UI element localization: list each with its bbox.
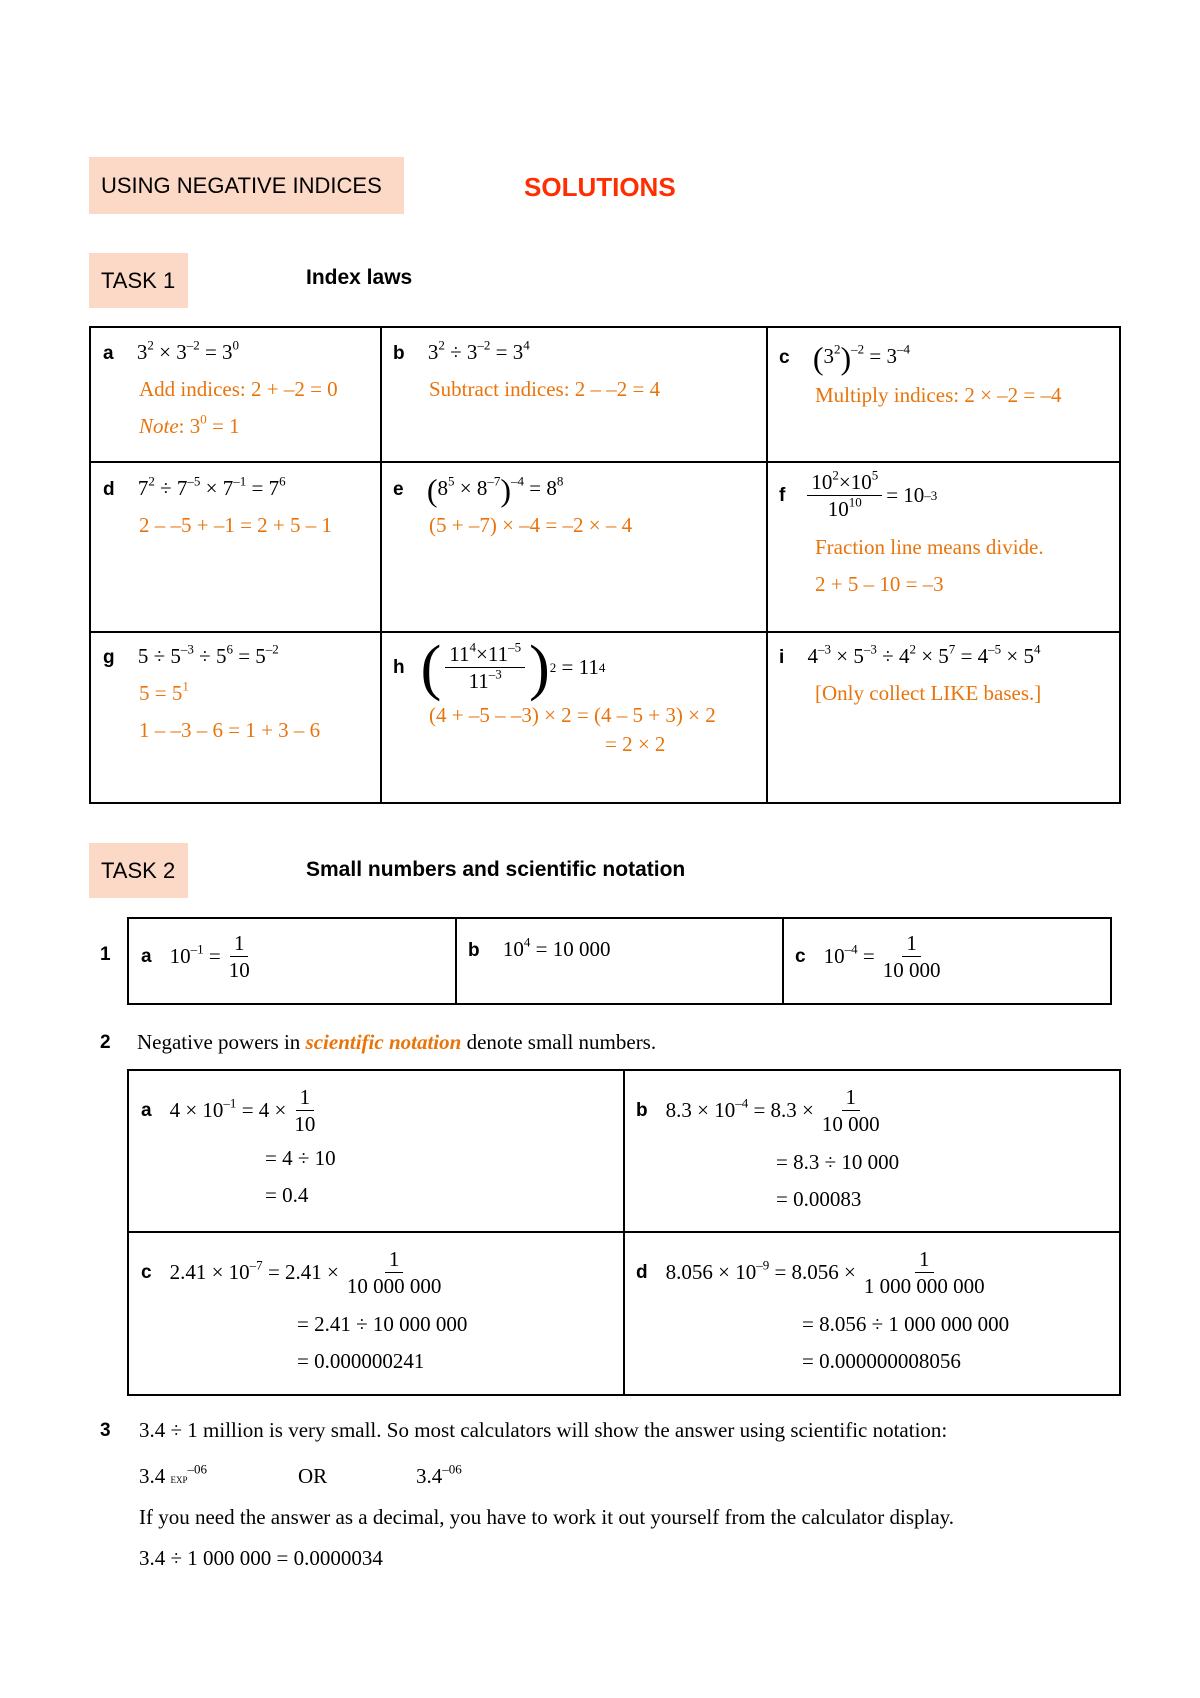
topic-title: USING NEGATIVE INDICES — [101, 172, 382, 198]
cell-e-working: (5 + –7) × –4 = –2 × – 4 — [429, 513, 633, 537]
cell-a-note: Note: $3^0 = 1$ — [139, 411, 240, 438]
cell-c-working: Multiply indices: 2 × –2 = –4 — [815, 383, 1062, 407]
task1-cell-a: a $3^2 \times 3^{-2} = 3^0$ Add indices: 2 + –2 = 0 Note: $3^0 = 1$ — [103, 337, 338, 438]
q2-b-step-2: = 0.00083 — [776, 1187, 862, 1212]
q3-or: OR — [298, 1464, 328, 1488]
task1-cell-h: h ( $\frac{11^4\times 11^{-5}}{11^{-3}}$ ) 2 = 11 4 (4 + –5 – –3) × 2 = (4 – 5 + 3) × 2 = 2 × 2 — [393, 633, 716, 757]
task2-label-text: TASK 2 — [101, 857, 176, 883]
cell-a-working: Add indices: 2 + –2 = 0 — [139, 377, 338, 401]
cell-letter: i — [779, 647, 785, 668]
cell-f-working-2: 2 + 5 – 10 = –3 — [815, 572, 944, 597]
cell-g-working-1: $5 = 5^1$ — [139, 678, 189, 705]
q2-number: 2 — [100, 1032, 111, 1053]
task1-label — [89, 253, 188, 308]
task1-title: Index laws — [306, 266, 413, 289]
q3-line-4: 3.4 ÷ 1 000 000 = 0.0000034 — [139, 1546, 383, 1570]
task1-cell-c: c $(3^2)^{-2} = 3^{-4}$ Multiply indices: 2 × –2 = –4 — [779, 340, 1062, 407]
q1-cell-b: b $10^4 = 10$ 000 — [468, 934, 611, 961]
cell-letter: a — [141, 945, 152, 967]
task1-label-text: TASK 1 — [101, 267, 176, 293]
cell-letter: e — [393, 479, 404, 500]
task2-title: Small numbers and scientific notation — [306, 858, 686, 881]
cell-letter: h — [393, 656, 405, 678]
q2-c-step-1: = 2.41 ÷ 10 000 000 — [297, 1312, 468, 1337]
task1-cell-d: d $7^2 \div 7^{-5} \times 7^{-1} = 7^6$ 2 – –5 + –1 = 2 + 5 – 1 — [103, 473, 333, 537]
q1-number: 1 — [100, 944, 111, 965]
q2-d-step-2: = 0.000000008056 — [802, 1349, 961, 1374]
task1-cell-g: g $5 \div 5^{-3} \div 5^6 = 5^{-2}$ $5 = 5^1$ 1 – –3 – 6 = 1 + 3 – 6 — [103, 641, 321, 742]
task1-cell-e: e $(8^5 \times 8^{-7})^{-4} = 8^8$ (5 + –7) × –4 = –2 × – 4 — [393, 472, 633, 537]
q3-number: 3 — [100, 1420, 111, 1441]
cell-d-working: 2 – –5 + –1 = 2 + 5 – 1 — [139, 513, 333, 537]
q2-a-step-1: = 4 ÷ 10 — [265, 1146, 336, 1171]
cell-letter: c — [795, 945, 806, 967]
cell-letter: f — [779, 484, 786, 506]
task2-label — [89, 843, 188, 898]
cell-letter: g — [103, 647, 115, 668]
q2-cell-d: d $8.056 \times 10^{-9} = 8.056$ × $\frac{1}{1 000 000 000}$ = 8.056 ÷ 1 000 000 000 = 0.000000008056 — [636, 1247, 1010, 1374]
q1-cell-a: a $10^{-1}$ = $\frac{1}{10}$ — [141, 931, 250, 983]
q2-c-step-2: = 0.000000241 — [297, 1349, 425, 1374]
q2-cell-c: c $2.41 \times 10^{-7} = 2.41$ × $\frac{1}{10 000 000}$ = 2.41 ÷ 10 000 000 = 0.000000241 — [141, 1247, 468, 1374]
cell-letter: a — [103, 343, 114, 364]
cell-h-working-1: (4 + –5 – –3) × 2 = (4 – 5 + 3) × 2 — [429, 703, 716, 728]
q2-d-step-1: = 8.056 ÷ 1 000 000 000 — [802, 1312, 1010, 1337]
cell-letter: a — [141, 1099, 152, 1121]
cell-g-working-2: 1 – –3 – 6 = 1 + 3 – 6 — [139, 718, 321, 742]
cell-letter: d — [636, 1261, 648, 1283]
cell-letter: d — [103, 479, 115, 500]
topic-banner — [89, 157, 404, 214]
cell-h-working-2: = 2 × 2 — [605, 732, 666, 757]
task1-cell-i: i $4^{-3} \times 5^{-3} \div 4^2 \times 5^7 = 4^{-5} \times 5^4$ [Only collect LIKE bases.] — [779, 641, 1042, 705]
task1-cell-b: b $3^2 \div 3^{-2} = 3^4$ Subtract indices: 2 – –2 = 4 — [393, 337, 661, 401]
cell-b-working: Subtract indices: 2 – –2 = 4 — [429, 377, 661, 401]
q2-a-step-2: = 0.4 — [265, 1183, 309, 1208]
cell-letter: c — [779, 347, 790, 368]
cell-i-working: [Only collect LIKE bases.] — [815, 681, 1042, 705]
cell-f-working-1: Fraction line means divide. — [815, 535, 1044, 560]
q2-cell-a: a $4 \times 10^{-1} = 4$ × $\frac{1}{10}$ = 4 ÷ 10 = 0.4 — [141, 1085, 336, 1208]
cell-letter: b — [393, 343, 405, 364]
q1-grid — [127, 917, 1112, 1005]
q3-display-1: 3.4 $EXP^{-06}$ — [139, 1461, 208, 1488]
task1-cell-f: f $\frac{10^2\times 10^5}{10^{10}}$ = 10 –3 Fraction line means divide. 2 + 5 – 10 = –3 — [779, 467, 1044, 597]
q3-line-1: 3.4 ÷ 1 million is very small. So most calculators will show the answer using scientific notation: — [139, 1418, 948, 1442]
cell-letter: b — [636, 1099, 648, 1121]
q2-grid — [127, 1069, 1121, 1396]
task1-grid — [89, 326, 1121, 804]
q2-intro: Negative powers in scientific notation denote small numbers. — [137, 1030, 657, 1054]
q3-display-2: $3.4^{-06}$ — [416, 1461, 462, 1488]
q2-cell-b: b $8.3 \times 10^{-4} = 8.3$ × $\frac{1}{10 000}$ = 8.3 ÷ 10 000 = 0.00083 — [636, 1085, 900, 1212]
cell-letter: b — [468, 940, 480, 961]
q1-cell-c: c $10^{-4}$ = $\frac{1}{10 000}$ — [795, 931, 941, 983]
q2-b-step-1: = 8.3 ÷ 10 000 — [776, 1150, 900, 1175]
solutions-heading: SOLUTIONS — [524, 172, 676, 202]
cell-letter: c — [141, 1261, 152, 1283]
q3-line-3: If you need the answer as a decimal, you have to work it out yourself from the calculator display. — [139, 1505, 955, 1529]
